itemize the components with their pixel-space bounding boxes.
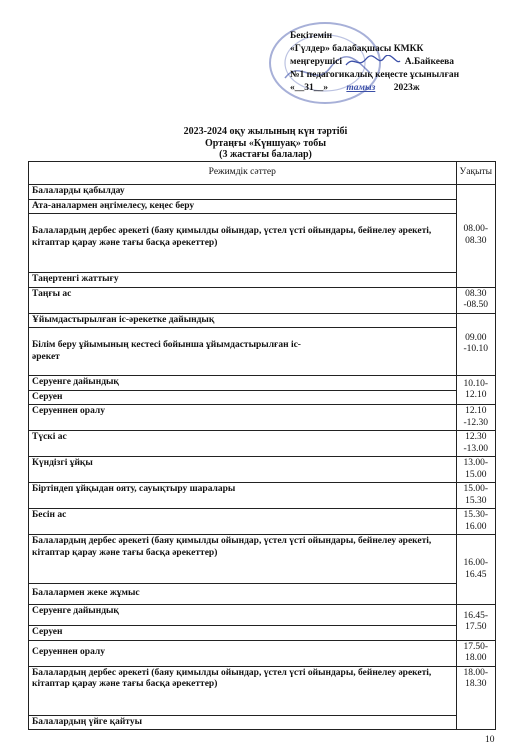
activity-cell: Ата-аналармен әңгімелесу, кеңес беру (29, 199, 457, 214)
table-row (29, 328, 496, 376)
time-cell: 12.10 -12.30 (456, 405, 495, 431)
time-cell: 15.30-16.00 (456, 509, 495, 535)
activity-cell: Серуен (29, 626, 457, 641)
activity-cell: Таңертенгі жаттығу (29, 273, 457, 288)
activity-cell: Түскі ас (29, 431, 457, 457)
column-header-time: Уақыты (456, 162, 495, 185)
time-cell: 18.00-18.30 (456, 666, 495, 730)
table-row (29, 666, 496, 715)
column-header-activity: Режимдік сәттер (29, 162, 457, 185)
table-row (29, 390, 496, 405)
table-row (29, 509, 496, 535)
activity-cell: Балаларды қабылдау (29, 185, 457, 200)
table-row (29, 199, 496, 214)
schedule-table (28, 161, 496, 730)
time-cell: 16.00-16.45 (456, 535, 495, 605)
table-row (29, 605, 496, 626)
time-cell: 10.10-12.10 (456, 376, 495, 405)
activity-cell: Балалардың дербес әрекеті (баяу қимылды ойындар, үстел үсті ойындары, бейнелеу әрекеті, кітаптар қарау және тағы басқа әрекеттер) (29, 214, 457, 273)
age-group: (3 жастағы балалар) (219, 149, 312, 160)
table-row (29, 584, 496, 605)
time-cell: 17.50-18.00 (456, 640, 495, 666)
document-title-block (0, 126, 531, 161)
time-cell: 13.00-15.00 (456, 457, 495, 483)
activity-cell: Ұйымдастырылған іс-әрекетке дайындық (29, 313, 457, 328)
approval-line: меңгерушісі А.Байкеева (290, 55, 520, 69)
activity-cell: Білім беру ұйымының кестесі бойынша ұйымдастырылған іс-әрекет (29, 328, 457, 376)
signature-icon (344, 55, 402, 69)
table-row (29, 185, 496, 200)
activity-cell: Біртіндеп ұйқыдан ояту, сауықтыру шаралары (29, 483, 457, 509)
table-row (29, 273, 496, 288)
activity-cell: Балалардың дербес әрекеті (баяу қимылды ойындар, үстел үсті ойындары, бейнелеу әрекеті, кітаптар қарау және тағы басқа әрекеттер) (29, 535, 457, 584)
document-title: 2023-2024 оқу жылының күн тәртібі (183, 126, 348, 137)
table-row (29, 405, 496, 431)
approval-line: №1 педагогикалық кеңесте ұсынылған (290, 70, 460, 80)
approval-line: Бекітемін (290, 31, 333, 41)
table-row (29, 457, 496, 483)
time-cell: 12.30 -13.00 (456, 431, 495, 457)
approval-block (290, 30, 520, 94)
activity-cell: Серуенге дайындық (29, 605, 457, 626)
table-row (29, 287, 496, 313)
table-row (29, 431, 496, 457)
activity-cell: Күндізгі ұйқы (29, 457, 457, 483)
time-cell: 09.00 -10.10 (456, 313, 495, 376)
activity-cell: Бесін ас (29, 509, 457, 535)
table-row (29, 376, 496, 391)
table-row (29, 535, 496, 584)
activity-cell: Серуеннен оралу (29, 405, 457, 431)
time-cell: 16.45-17.50 (456, 605, 495, 641)
table-header-row (29, 162, 496, 185)
page-number: 10 (485, 735, 495, 745)
table-row (29, 640, 496, 666)
approval-line: «__31__» тамыз 2023ж (290, 82, 420, 93)
month-handwritten: тамыз (346, 82, 376, 93)
time-cell: 08.30 -08.50 (456, 287, 495, 313)
table-row (29, 214, 496, 273)
table-row (29, 313, 496, 328)
table-row (29, 626, 496, 641)
activity-cell: Серуенге дайындық (29, 376, 457, 391)
activity-cell: Балалардың үйге қайтуы (29, 715, 457, 730)
activity-cell: Балалармен жеке жұмыс (29, 584, 457, 605)
table-row (29, 715, 496, 730)
table-row (29, 483, 496, 509)
activity-cell: Таңғы ас (29, 287, 457, 313)
approval-line: «Гүлдер» балабақшасы КМКК (290, 43, 424, 54)
activity-cell: Серуеннен оралу (29, 640, 457, 666)
group-name: Ортаңғы «Күншуақ» тобы (204, 137, 327, 149)
activity-cell: Серуен (29, 390, 457, 405)
time-cell: 15.00-15.30 (456, 483, 495, 509)
time-cell: 08.00-08.30 (456, 185, 495, 288)
activity-cell: Балалардың дербес әрекеті (баяу қимылды ойындар, үстел үсті ойындары, бейнелеу әрекеті, кітаптар қарау және тағы басқа әрекеттер) (29, 666, 457, 715)
